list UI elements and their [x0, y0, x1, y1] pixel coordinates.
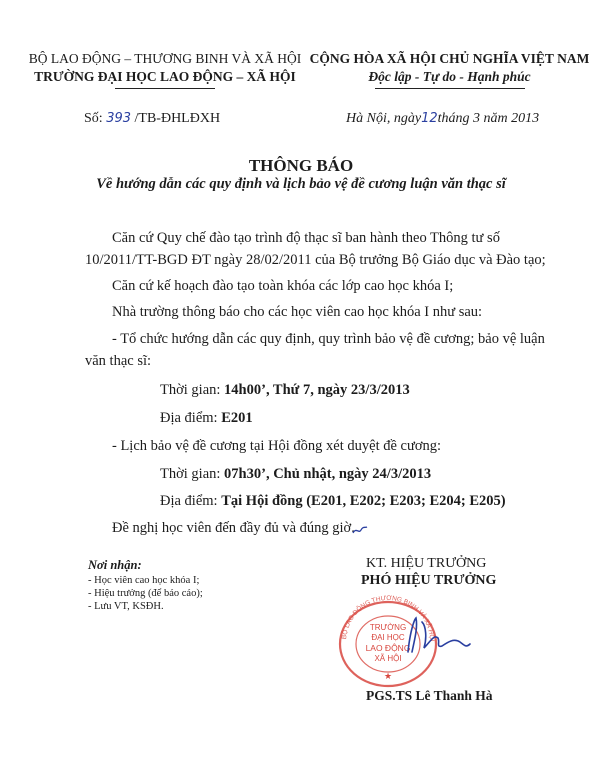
recipient-item: - Hiệu trưởng (để báo cáo);: [88, 588, 203, 599]
item1-time-label: Thời gian:: [160, 382, 225, 398]
place-date: [346, 111, 539, 127]
ministry-name: BỘ LAO ĐỘNG – THƯƠNG BINH VÀ XÃ HỘI: [28, 51, 302, 66]
reference-code: /TB-ĐHLĐXH: [134, 111, 221, 126]
motto-underline: [375, 86, 525, 89]
date-suffix: tháng 3 năm 2013: [437, 111, 540, 126]
date-handwritten-day: 12: [421, 111, 438, 126]
item1-place-value: E201: [221, 410, 253, 426]
handwritten-signature: [400, 612, 472, 658]
para-announcement: Nhà trường thông báo cho các học viên cao học khóa I như sau:: [112, 304, 483, 320]
signer-position: PHÓ HIỆU TRƯỞNG: [361, 573, 497, 588]
university-name: TRƯỜNG ĐẠI HỌC LAO ĐỘNG – XÃ HỘI: [34, 69, 296, 84]
issuer-header: [20, 50, 310, 89]
closing-request: Đề nghị học viên đến đầy đủ và đúng giờ.: [112, 520, 355, 536]
reference-number: [84, 111, 220, 127]
item1-time: [160, 380, 410, 401]
seal-ring-text: BỘ LAO ĐỘNG THƯƠNG BINH VÀ XÃ HỘI: [341, 594, 436, 642]
handwritten-mark: [352, 525, 368, 535]
item2-place-value: Tại Hội đồng (E201, E202; E203; E204; E205): [221, 493, 506, 509]
para-legal-basis-line2: 10/2011/TT-BGD ĐT ngày 28/02/2011 của Bộ trưởng Bộ Giáo dục và Đào tạo;: [85, 252, 546, 268]
para-legal-basis-line1: Căn cứ Quy chế đào tạo trình độ thạc sĩ ban hành theo Thông tư số: [112, 230, 500, 246]
reference-prefix: Số:: [84, 111, 103, 126]
recipient-item: - Học viên cao học khóa I;: [88, 575, 200, 586]
item1-place: [160, 408, 253, 429]
item1-time-value: 14h00’, Thứ 7, ngày 23/3/2013: [224, 382, 410, 398]
item2-time-value: 07h30’, Chủ nhật, ngày 24/3/2013: [224, 466, 432, 482]
seal-line-1: TRƯỜNG: [369, 623, 407, 632]
national-motto: Độc lập - Tự do - Hạnh phúc: [368, 69, 531, 84]
item1-line1: - Tổ chức hướng dẫn các quy định, quy trình bảo vệ đề cương; bảo vệ luận: [112, 331, 545, 347]
item2-heading: - Lịch bảo vệ đề cương tại Hội đồng xét duyệt đề cương:: [112, 438, 442, 454]
issuer-underline: [115, 86, 215, 89]
recipients-title: Nơi nhận:: [88, 558, 142, 572]
seal-star-icon: ★: [383, 671, 393, 681]
para-training-plan: Căn cứ kế hoạch đào tạo toàn khóa các lớp cao học khóa I;: [112, 278, 454, 294]
signer-name: PGS.TS Lê Thanh Hà: [366, 688, 493, 703]
seal-line-4: XÃ HỘI: [374, 654, 402, 663]
item2-place: [160, 491, 506, 512]
republic-name: CỘNG HÒA XÃ HỘI CHỦ NGHĨA VIỆT NAM: [309, 51, 590, 66]
seal-line-2: ĐẠI HỌC: [371, 633, 405, 642]
document-subtitle: Về hướng dẫn các quy định và lịch bảo vệ đề cương luận văn thạc sĩ: [96, 176, 506, 192]
item2-time-label: Thời gian:: [160, 466, 225, 482]
signer-on-behalf: KT. HIỆU TRƯỞNG: [366, 556, 487, 571]
date-prefix: Hà Nội, ngày: [346, 111, 422, 126]
seal-line-3: LAO ĐỘNG: [365, 643, 411, 653]
document-title: THÔNG BÁO: [248, 156, 354, 175]
item2-place-label: Địa điểm:: [160, 493, 222, 509]
national-header: [302, 50, 597, 89]
recipient-item: - Lưu VT, KSĐH.: [88, 601, 164, 612]
item2-time: [160, 464, 431, 485]
reference-handwritten-number: 393: [106, 111, 132, 126]
item1-line2: văn thạc sĩ:: [85, 353, 152, 369]
item1-place-label: Địa điểm:: [160, 410, 222, 426]
